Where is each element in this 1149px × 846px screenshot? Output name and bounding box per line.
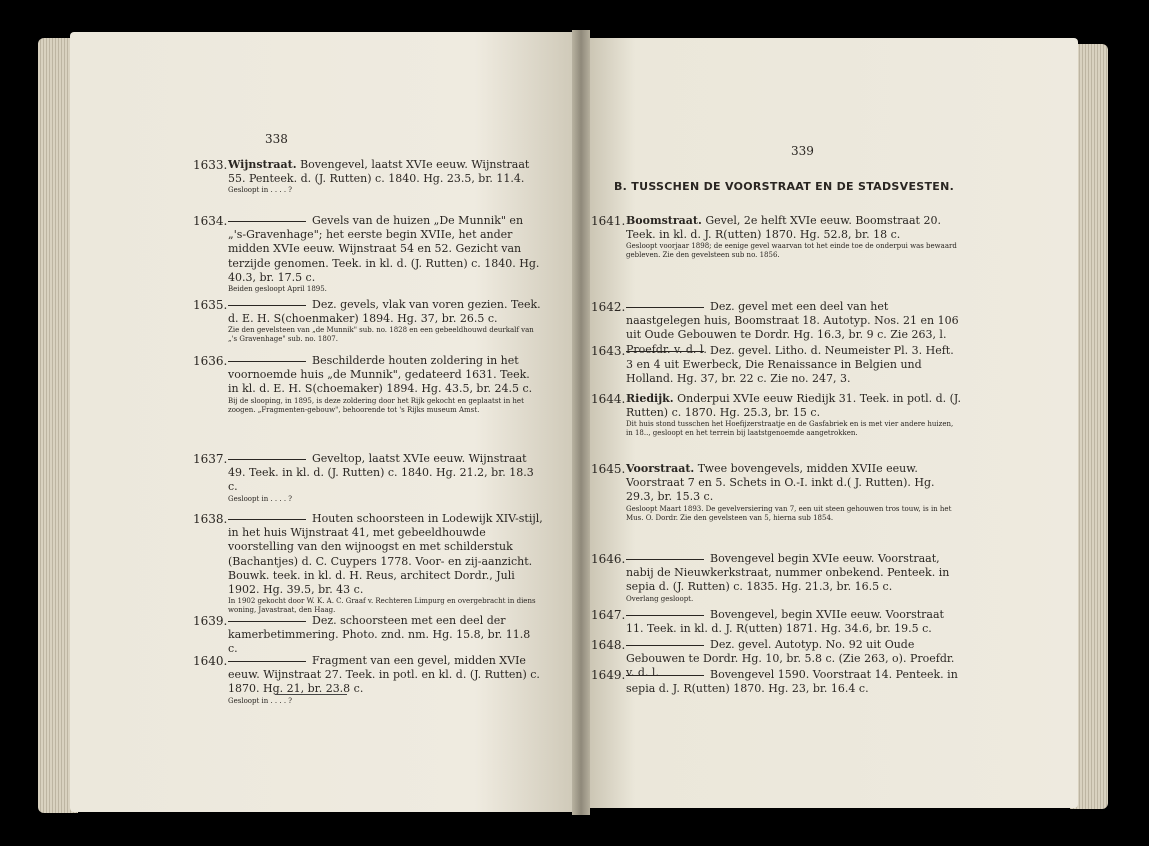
catalog-entry: [591, 608, 962, 636]
ditto-dash: [228, 519, 306, 520]
entry-text: Fragment van een gevel, midden XVIe eeuw. Wijnstraat 27. Teek. in potl. en kl. d. (J. Rutten) c. 1870. Hg. 21, br. 23.8 c.: [228, 654, 540, 696]
entry-text: Twee bovengevels, midden XVIIe eeuw. Voorstraat 7 en 5. Schets in O.-I. inkt d.( J. Rutten). Hg. 29.3, br. 15.3 c.: [626, 462, 935, 504]
entry-text: Dez. gevel met een deel van het naastgelegen huis, Boomstraat 18. Autotyp. Nos. 21 en 106 uit Oude Gebouwen te Dordr. Hg. 16.3, br. 9 c. Zie 263, l. Proefdr. v. d. l.: [626, 300, 959, 356]
ditto-dash: [626, 559, 704, 560]
catalog-entry: [193, 158, 543, 195]
entry-note: Beiden gesloopt April 1895.: [228, 285, 327, 294]
entry-text: Dez. gevels, vlak van voren gezien. Teek. d. E. H. S(choenmaker) 1894. Hg. 37, br. 26.5 c.: [228, 298, 541, 326]
catalog-entry: [193, 452, 543, 504]
entry-text: Dez. gevel. Autotyp. No. 92 uit Oude Gebouwen te Dordr. Hg. 10, br. 5.8 c. (Zie 263, o). Proefdr. v. d. l.: [626, 638, 955, 680]
entry-note: Gesloopt voorjaar 1898; de eenige gevel waarvan tot het einde toe de onderpui was bewaard gebleven. Zie den gevelsteen sub no. 1856.: [626, 242, 957, 260]
entry-number: 1641.: [591, 214, 626, 228]
ditto-dash: [626, 615, 704, 616]
street-name: Voorstraat.: [626, 462, 695, 475]
entry-text: Bovengevel 1590. Voorstraat 14. Penteek. in sepia d. J. R(utten) 1870. Hg. 23, br. 16.4 c.: [626, 668, 958, 696]
entry-text: Dez. schoorsteen met een deel der kamerbetimmering. Photo. znd. nm. Hg. 15.8, br. 11.8 c.: [228, 614, 531, 656]
catalog-entry: [591, 344, 962, 387]
entry-note: Bij de slooping, in 1895, is deze zoldering door het Rijk gekocht en geplaatst in het zoogen. „Fragmenten-gebouw", behoorende tot 's Rijks museum Amst.: [228, 396, 524, 414]
entry-text: Houten schoorsteen in Lodewijk XIV-stijl, in het huis Wijnstraat 41, met gebeeldhouwde voorstelling van den wijnoogst en met schilderstuk (Bachantjes) d. C. Cuypers 1778. Voor- en zij-aanzicht. Bouwk. teek. in kl. d. H. Reus, architect Dordr., Juli 1902. Hg. 39.5, br. 43 c.: [228, 512, 543, 597]
entry-number: 1648.: [591, 638, 626, 652]
street-name: Boomstraat.: [626, 214, 702, 227]
street-name: Riedijk.: [626, 392, 674, 405]
entry-number: 1637.: [193, 452, 228, 466]
entry-number: 1639.: [193, 614, 228, 628]
entry-note: Gesloopt in . . . . ?: [228, 494, 293, 503]
entry-number: 1633.: [193, 158, 228, 172]
left-page: [70, 32, 576, 812]
section-title: B. TUSSCHEN DE VOORSTRAAT EN DE STADSVESTEN.: [614, 180, 955, 193]
entry-text: Dez. gevel. Litho. d. Neumeister Pl. 3. Heft. 3 en 4 uit Ewerbeck, Die Renaissance in Belgien und Holland. Hg. 37, br. 22 c. Zie no. 247, 3.: [626, 344, 954, 386]
catalog-entry: [193, 354, 543, 415]
catalog-entry: [193, 654, 543, 706]
entry-text: Gevel, 2e helft XVIe eeuw. Boomstraat 20. Teek. in kl. d. J. R(utten) 1870. Hg. 52.8, br. 18 c.: [626, 214, 941, 242]
entry-number: 1649.: [591, 668, 626, 682]
entry-text: Gevels van de huizen „De Munnik" en „'s-Gravenhage"; het eerste begin XVIIe, het ander midden XVIe eeuw. Wijnstraat 54 en 52. Gezicht van terzijde genomen. Teek. in kl. d. (J. Rutten) c. 1840. Hg. 40.3, br. 17.5 c.: [228, 214, 540, 284]
catalog-entry: [591, 392, 962, 438]
ditto-dash: [626, 307, 704, 308]
entry-note: Gesloopt in . . . . ?: [228, 186, 293, 195]
entry-note: Gesloopt in . . . . ?: [228, 696, 293, 705]
catalog-entry: [193, 214, 543, 294]
entry-number: 1638.: [193, 512, 228, 526]
catalog-entry: [591, 668, 962, 696]
catalog-entry: [591, 214, 962, 260]
entry-number: 1640.: [193, 654, 228, 668]
catalog-entry: [193, 512, 543, 615]
catalog-entry: [193, 298, 543, 344]
entry-note: Dit huis stond tusschen het Hoefijzerstraatje en de Gasfabriek en is met vier andere huizen, in 18.., gesloopt en het terrein bij laatstgenoemde aangetrokken.: [626, 420, 954, 438]
ditto-dash: [626, 351, 704, 352]
ditto-dash: [228, 621, 306, 622]
page-number: 338: [265, 132, 288, 146]
entry-text: Bovengevel, laatst XVIe eeuw. Wijnstraat 55. Penteek. d. (J. Rutten) c. 1840. Hg. 23.5, br. 11.4.: [228, 158, 530, 186]
entry-text: Geveltop, laatst XVIe eeuw. Wijnstraat 49. Teek. in kl. d. (J. Rutten) c. 1840. Hg. 21.2, br. 18.3 c.: [228, 452, 534, 494]
entry-number: 1634.: [193, 214, 228, 228]
ditto-dash: [228, 459, 306, 460]
entry-number: 1646.: [591, 552, 626, 566]
street-name: Wijnstraat.: [228, 158, 297, 171]
book-gutter: [572, 30, 590, 815]
ditto-dash: [228, 221, 306, 222]
entry-note: Overlang gesloopt.: [626, 594, 694, 603]
entry-number: 1647.: [591, 608, 626, 622]
entry-number: 1642.: [591, 300, 626, 314]
entry-note: Zie den gevelsteen van „de Munnik" sub. no. 1828 en een gebeeldhouwd deurkalf van „'s Gravenhage" sub. no. 1807.: [228, 326, 534, 344]
end-rule: [275, 694, 347, 695]
ditto-dash: [228, 305, 306, 306]
entry-text: Beschilderde houten zoldering in het voornoemde huis „de Munnik", gedateerd 1631. Teek. in kl. d. E. H. S(choemaker) 1894. Hg. 43.5, br. 24.5 c.: [228, 354, 533, 396]
entry-number: 1635.: [193, 298, 228, 312]
catalog-entry: [193, 614, 543, 657]
entry-number: 1645.: [591, 462, 626, 476]
entry-text: Bovengevel, begin XVIIe eeuw. Voorstraat 11. Teek. in kl. d. J. R(utten) 1871. Hg. 34.6, br. 19.5 c.: [626, 608, 944, 636]
entry-text: Onderpui XVIe eeuw Riedijk 31. Teek. in potl. d. (J. Rutten) c. 1870. Hg. 25.3, br. 15 c.: [626, 392, 961, 420]
entry-number: 1643.: [591, 344, 626, 358]
ditto-dash: [626, 675, 704, 676]
ditto-dash: [228, 661, 306, 662]
entry-number: 1636.: [193, 354, 228, 368]
entry-number: 1644.: [591, 392, 626, 406]
ditto-dash: [626, 645, 704, 646]
entry-text: Bovengevel begin XVIe eeuw. Voorstraat, nabij de Nieuwkerkstraat, nummer onbekend. Penteek. in sepia d. (J. Rutten) c. 1835. Hg. 21.3, br. 16.5 c.: [626, 552, 950, 594]
catalog-entry: [591, 552, 962, 604]
catalog-entry: [591, 462, 962, 523]
entry-note: Gesloopt Maart 1893. De gevelversiering van 7, een uit steen gehouwen tros touw, is in het Mus. O. Dordr. Zie den gevelsteen van 5, hierna sub 1854.: [626, 504, 952, 522]
right-page: [586, 38, 1078, 808]
page-number: 339: [791, 144, 814, 158]
entry-note: In 1902 gekocht door W. K. A. C. Graaf v. Rechteren Limpurg en overgebracht in diens woning, Javastraat, den Haag.: [228, 597, 536, 615]
ditto-dash: [228, 361, 306, 362]
